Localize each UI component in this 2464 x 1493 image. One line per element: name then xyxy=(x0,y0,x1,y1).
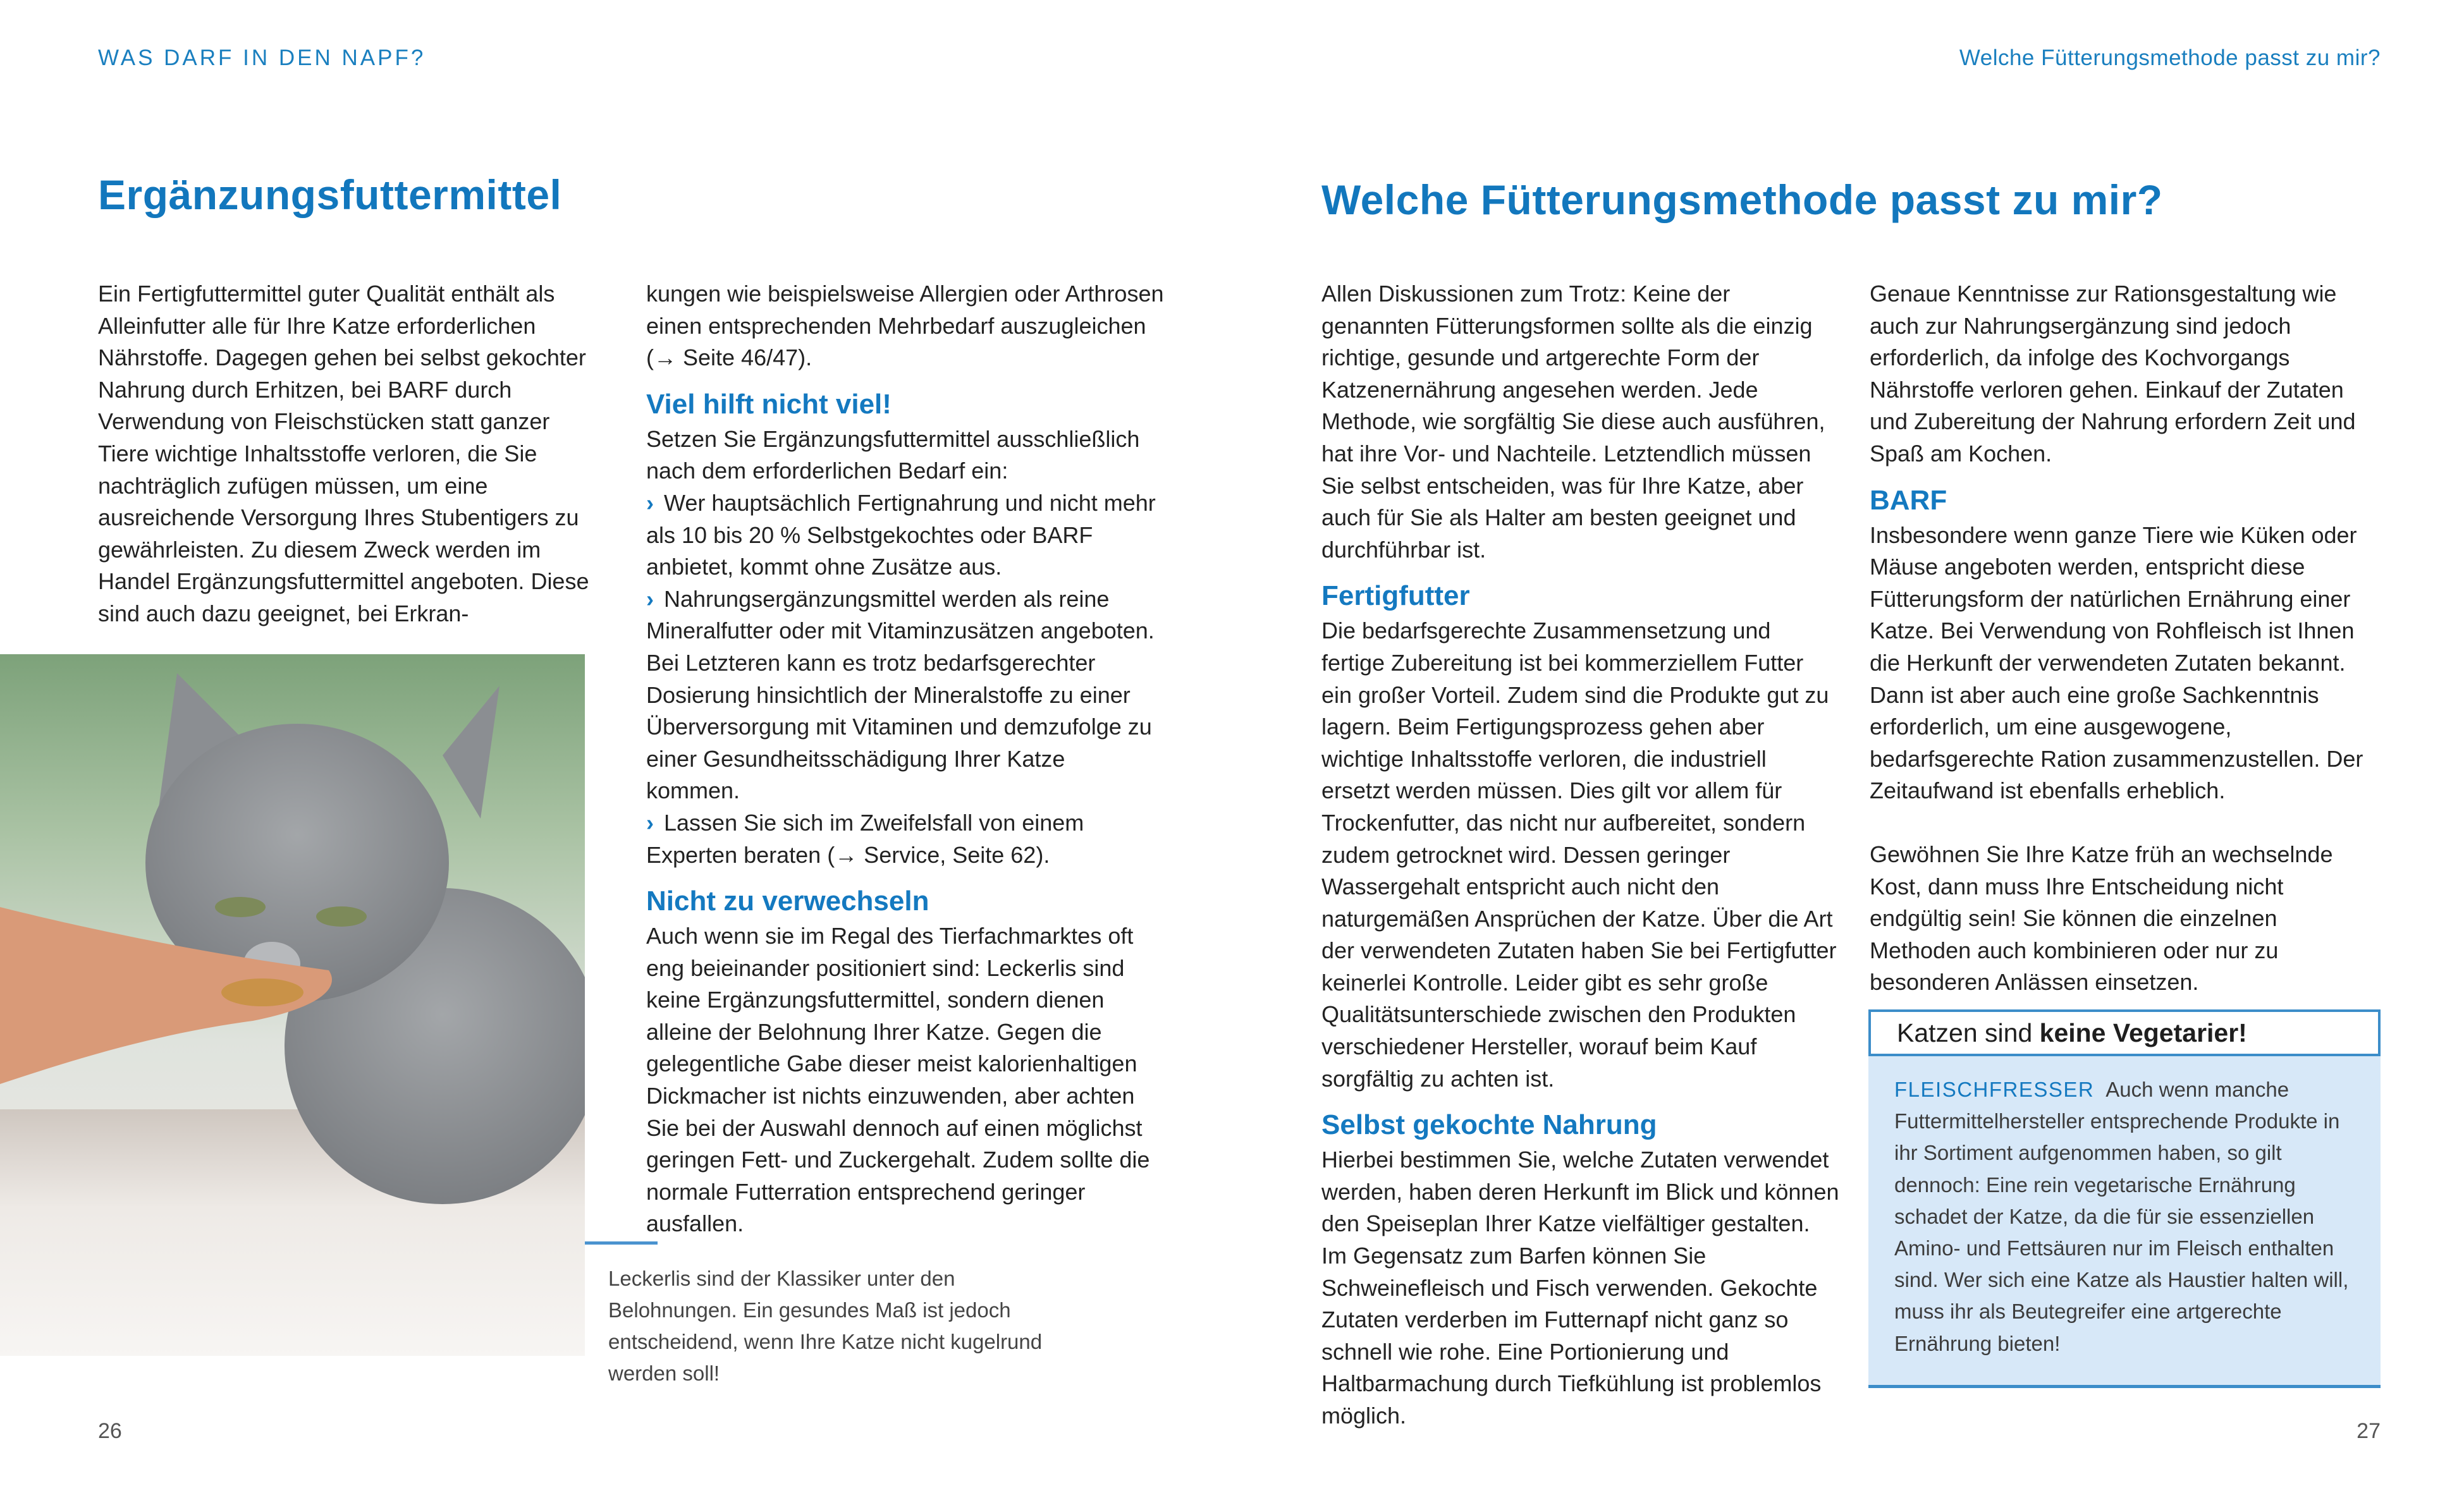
cat-photo xyxy=(0,654,585,1356)
subheading-barf: BARF xyxy=(1870,484,1947,516)
right-column-2 xyxy=(1870,278,2381,999)
info-box-kicker: FLEISCHFRESSER xyxy=(1894,1078,2095,1101)
body-paragraph: Gewöhnen Sie Ihre Katze früh an wechselnde Kost, dann muss Ihre Entscheidung nicht endgültig sein! Sie können die einzelnen Methoden auch kombinieren oder nur zu besonderen Anlässen einsetzen. xyxy=(1870,841,2333,996)
subheading-viel-hilft: Viel hilft nicht viel! xyxy=(646,388,892,420)
body-paragraph: Die bedarfsgerechte Zusammensetzung und fertige Zubereitung ist bei kommerziellem Futter ein großer Vorteil. Zudem sind die Produkte gut zu lagern. Beim Fertigungsprozess gehen aber wichtige Inhaltsstoffe verloren, die industriell ersetzt werden müssen. Dies gilt vor allem für Trockenfutter, das nicht nur aufbereitet, sondern zudem getrocknet wird. Dessen geringer Wassergehalt entspricht auch nicht den naturgemäßen Ansprüchen der Katze. Über die Art der verwendeten Zutaten haben Sie bei Fertigfutter keinerlei Kontrolle. Leider gibt es sehr große Qualitätsunterschiede zwischen den Produkten verschiedener Hersteller, worauf beim Kauf sorgfältig zu achten ist. xyxy=(1321,618,1837,1092)
page-number-right: 27 xyxy=(2357,1419,2381,1443)
photo-caption: Leckerlis sind der Klassiker unter den Belohnungen. Ein gesundes Maß ist jedoch entscheidend, wenn Ihre Katze nicht kugelrund werden soll! xyxy=(608,1267,1043,1385)
subheading-nicht-verwechseln: Nicht zu verwechseln xyxy=(646,886,929,917)
info-box-title xyxy=(1868,1009,2381,1056)
right-column-1 xyxy=(1321,278,1840,1432)
page-title-right: Welche Fütterungsmethode passt zu mir? xyxy=(1321,176,2163,223)
info-box-title-prefix: Katzen sind xyxy=(1897,1018,2040,1047)
cat-eating-treat-illustration xyxy=(0,654,585,1356)
body-paragraph: Auch wenn sie im Regal des Tierfachmarktes oft eng beieinander positioniert sind: Leckerlis sind keine Ergänzungsfuttermittel, sondern dienen alleine der Belohnung Ihrer Katze. Gegen die gelegentliche Gabe dieser meist kalorienhaltigen Dickmacher ist nichts einzuwenden, aber achten Sie bei der Auswahl dennoch auf einen möglichst geringen Fett- und Zuckergehalt. Zudem sollte die normale Futterration entsprechend geringer ausfallen. xyxy=(646,923,1150,1237)
body-paragraph: Allen Diskussionen zum Trotz: Keine der genannten Fütterungsformen sollte als die einzig richtige, gesunde und artgerechte Form der Katzenernährung angesehen werden. Jede Methode, wie sorgfältig Sie diese auch ausführen, hat ihre Vor- und Nachteile. Letztendlich müssen Sie selbst entscheiden, was für Ihre Katze, aber auch für Sie als Halter am besten geeignet und durchführbar ist. xyxy=(1321,281,1825,563)
info-box-body xyxy=(1868,1056,2381,1388)
body-paragraph: Genaue Kenntnisse zur Rationsgestaltung wie auch zur Nahrungsergänzung sind jedoch erforderlich, da infolge des Kochvorgangs Nährstoffe verloren gehen. Einkauf der Zutaten und Zubereitung der Nahrung erfordern Zeit und Spaß am Kochen. xyxy=(1870,281,2356,466)
left-column-2 xyxy=(646,278,1165,1240)
body-paragraph: Ein Fertigfuttermittel guter Qualität enthält als Alleinfutter alle für Ihre Katze erforderlichen Nährstoffe. Dagegen gehen bei selbst gekochter Nahrung durch Erhitzen, bei BARF durch Verwendung von Fleischstücken statt ganzer Tiere wichtige Inhaltsstoffe verloren, die Sie nachträglich zufügen müssen, um eine ausreichende Versorgung Ihres Stubentigers zu gewährleisten. Zu diesem Zweck werden im Handel Ergänzungsfuttermittel angeboten. Diese sind auch dazu geeignet, bei Erkran- xyxy=(98,281,589,626)
body-paragraph: Setzen Sie Ergänzungsfuttermittel ausschließlich nach dem erforderlichen Bedarf ein: xyxy=(646,425,1140,484)
page-number-left: 26 xyxy=(98,1419,122,1443)
caption-rule xyxy=(585,1241,658,1245)
body-paragraph: Hierbei bestimmen Sie, welche Zutaten verwendet werden, haben deren Herkunft im Blick und können den Speiseplan Ihrer Katze vielfältiger gestalten. Im Gegensatz zum Barfen können Sie Schweinefleisch und Fisch verwenden. Gekochte Zutaten verderben im Futternapf nicht ganz so schnell wie rohe. Eine Portionierung und Haltbarmachung durch Tiefkühlung ist problemlos möglich. xyxy=(1321,1147,1839,1429)
bullet-item: › Wer hauptsächlich Fertignahrung und nicht mehr als 10 bis 20 % Selbstgekochtes oder BARF anbietet, kommt ohne Zusätze aus. xyxy=(646,487,1165,583)
body-paragraph: Insbesondere wenn ganze Tiere wie Küken oder Mäuse angeboten werden, entspricht diese Fütterungsform der natürlichen Ernährung einer Katze. Bei Verwendung von Rohfleisch ist Ihnen die Herkunft der verwendeten Zutaten bekannt. Dann ist aber auch eine große Sachkenntnis erforderlich, um eine ausgewogene, bedarfsgerechte Ration zusammenzustellen. Der Zeitaufwand ist ebenfalls erheblich. xyxy=(1870,521,2363,804)
info-box xyxy=(1868,1009,2381,1388)
left-column-1 xyxy=(98,278,598,630)
running-header-left: WAS DARF IN DEN NAPF? xyxy=(98,46,426,70)
subheading-fertigfutter: Fertigfutter xyxy=(1321,580,1470,612)
bullet-item: › Lassen Sie sich im Zweifelsfall von einem Experten beraten (→ Service, Seite 62). xyxy=(646,807,1165,871)
info-box-text: Auch wenn manche Futtermittelhersteller entsprechende Produkte in ihr Sortiment aufgenommen haben, so gilt dennoch: Eine rein vegetarische Ernährung schadet der Katze, da die für sie essenziellen Amino- und Fettsäuren nur im Fleisch enthalten sind. Wer sich eine Katze als Haustier halten will, muss ihr als Beutegreifer eine artgerechte Ernährung bieten! xyxy=(1894,1078,2349,1355)
page-title-left: Ergänzungsfuttermittel xyxy=(98,171,562,218)
body-paragraph: kungen wie beispielsweise Allergien oder Arthrosen einen entsprechenden Mehrbedarf auszugleichen (→ Seite 46/47). xyxy=(646,281,1164,371)
bullet-item: › Nahrungsergänzungsmittel werden als reine Mineralfutter oder mit Vitaminzusätzen angeboten. Bei Letzteren kann es trotz bedarfsgerechter Dosierung hinsichtlich der Mineralstoffe zu einer Überversorgung mit Vitaminen und demzufolge zu einer Gesundheitsschädigung Ihrer Katze kommen. xyxy=(646,583,1165,807)
running-header-right: Welche Fütterungsmethode passt zu mir? xyxy=(1959,46,2381,70)
subheading-selbst-gekocht: Selbst gekochte Nahrung xyxy=(1321,1109,1657,1141)
info-box-title-bold: keine Vegetarier! xyxy=(2039,1018,2247,1047)
